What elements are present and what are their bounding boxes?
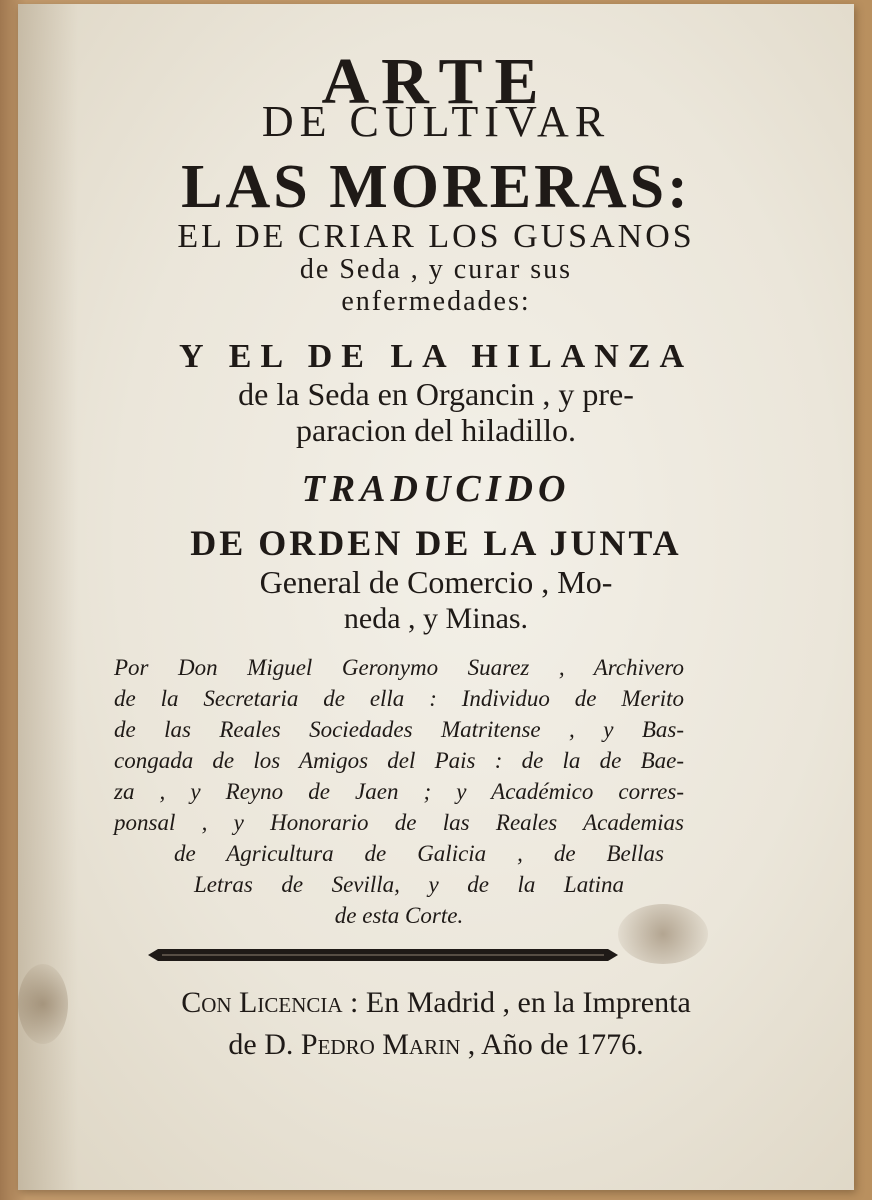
imprint-year: , Año de 1776. xyxy=(467,1028,644,1061)
author-line: congada de los Amigos del Pais : de la de Bae- xyxy=(114,748,684,773)
junta-comercio: General de Comercio , Mo- xyxy=(259,564,613,600)
orden-junta: DE ORDEN DE LA JUNTA xyxy=(190,523,682,563)
subtitle-enfermedades: enfermedades: xyxy=(341,286,531,317)
traducido-heading: TRADUCIDO xyxy=(301,468,571,510)
author-line: de esta Corte. xyxy=(334,903,464,928)
subtitle-hiladillo: paracion del hiladillo. xyxy=(296,412,576,448)
imprint-line-1 xyxy=(18,986,854,1020)
subtitle-hilanza: Y EL DE LA HILANZA xyxy=(178,338,694,375)
title-las-moreras: LAS MORERAS: xyxy=(181,153,691,221)
author-line: Por Don Miguel Geronymo Suarez , Archivero xyxy=(114,655,684,680)
title-page xyxy=(18,4,854,1190)
imprint-line-2 xyxy=(18,1028,854,1062)
author-line: ponsal , y Honorario de las Reales Academias xyxy=(114,810,684,835)
subtitle-organcin: de la Seda en Organcin , y pre- xyxy=(238,376,634,412)
junta-minas: neda , y Minas. xyxy=(343,602,529,635)
imprint-printer-name: Pedro Marin xyxy=(300,1028,461,1061)
author-credentials xyxy=(114,652,684,931)
subtitle-el-de-criar: EL DE CRIAR LOS GUSANOS xyxy=(177,218,695,255)
subtitle-de-seda: de Seda , y curar sus xyxy=(299,254,573,285)
author-line: Letras de Sevilla, y de la Latina xyxy=(194,872,624,897)
ornamental-rule xyxy=(148,948,618,962)
author-line: de las Reales Sociedades Matritense , y Bas- xyxy=(114,717,684,742)
author-line: de la Secretaria de ella : Individuo de Merito xyxy=(114,686,684,711)
author-line: za , y Reyno de Jaen ; y Académico corres- xyxy=(114,779,684,804)
title-de-cultivar: DE CULTIVAR xyxy=(261,97,611,146)
imprint-con-licencia: Con Licencia xyxy=(181,986,343,1019)
imprint-de-d: de D. xyxy=(228,1028,294,1061)
author-line: de Agricultura de Galicia , de Bellas xyxy=(174,841,664,866)
title-arte: ARTE xyxy=(321,45,551,118)
imprint-madrid: : En Madrid , en la Imprenta xyxy=(350,986,691,1019)
